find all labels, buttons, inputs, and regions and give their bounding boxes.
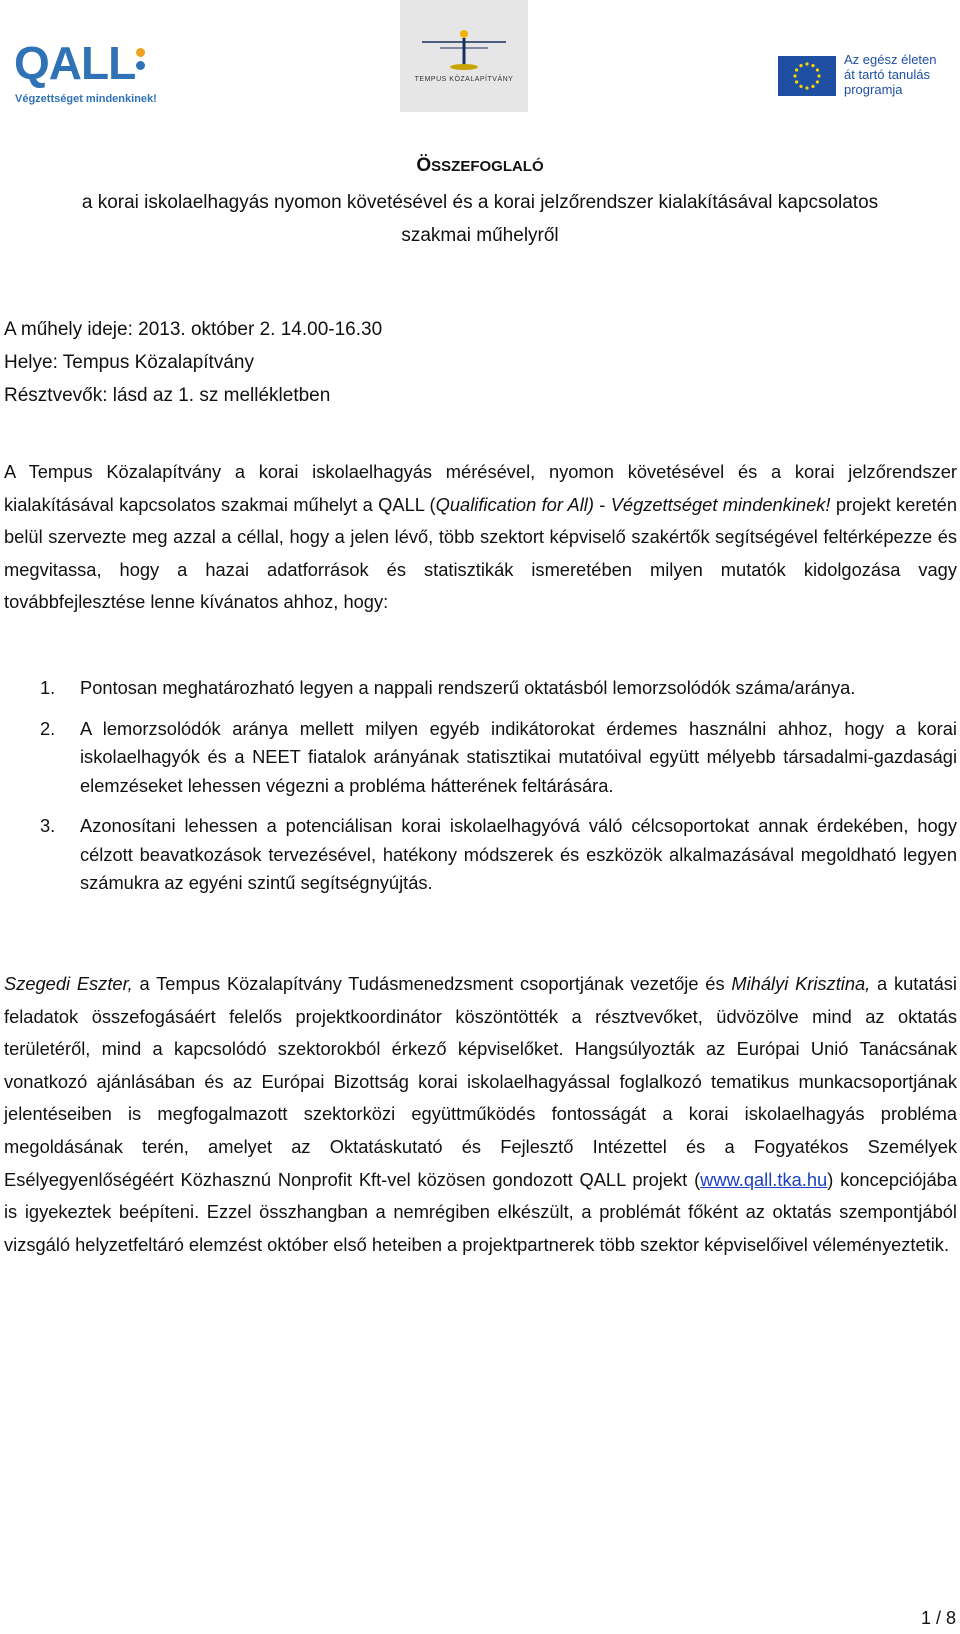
workshop-time: A műhely ideje: 2013. október 2. 14.00-16.30 (4, 319, 383, 340)
goals-list (40, 674, 957, 910)
qall-logo-wordmark: QALL (14, 37, 136, 89)
tempus-scale-icon (400, 0, 528, 80)
eu-logo-text: Az egész életen át tartó tanulás programja (844, 52, 937, 97)
tempus-logo (400, 0, 528, 112)
qall-website-link[interactable]: www.qall.tka.hu (700, 1168, 828, 1190)
tempus-logo-text: TEMPUS KÖZALAPÍTVÁNY (414, 76, 514, 83)
eu-flag-icon (778, 56, 836, 96)
page-number: 1 / 8 (920, 1608, 956, 1628)
workshop-place: Helye: Tempus Közalapítvány (4, 352, 254, 373)
document-title: ÖSSZEFOGLALÓ (416, 155, 544, 176)
qall-logo (14, 37, 164, 110)
eu-lifelong-learning-logo (778, 52, 960, 102)
document-subtitle: a korai iskolaelhagyás nyomon követésével és a korai jelzőrendszer kialakításával kapcsolatos szakmai műhelyről (81, 192, 879, 246)
qall-logo-dots-icon (136, 48, 150, 78)
workshop-participants: Résztvevők: lásd az 1. sz mellékletben (4, 385, 331, 406)
welcome-paragraph: Szegedi Eszter, a Tempus Közalapítvány Tudásmenedzsment csoportjának vezetője és Mihályi Krisztina, a kutatási feladatok összefogásáért felelős projektkoordinátor köszöntötték a résztvevőket, üdvözölve mind az oktatás területéről, mind a kapcsolódó szektorokból érkező képviselőket. Hangsúlyozták az Európai Unió Tanácsának vonatkozó ajánlásában és az Európai Bizottság korai iskolaelhagyással foglalkozó tematikus munkacsoportjának jelentéseiben is megfogalmazott szektorközi együttműködés fontosságát a korai iskolaelhagyás probléma megoldásának terén, amelyet az Oktatáskutató és Fejlesztő Intézettel és a Fogyatékos Személyek Esélyegyenlőségéért Közhasznú Nonprofit Kft-vel közösen gondozott QALL projekt (www.qall.tka.hu) koncepciójába is igyekeztek beépíteni. Ezzel összhangban a nemrégiben elkészült, a problémát főként az oktatás szempontjából vizsgáló helyzetfeltáró elemzést október első heteiben a projektpartnerek több szektor képviselőivel véleményeztetik. (4, 973, 957, 1255)
page-header (0, 0, 960, 112)
workshop-meta (4, 313, 382, 412)
list-item: 2. A lemorzsolódók aránya mellett milyen egyéb indikátorokat érdemes használni ahhoz, hogy a korai iskolaelhagyók és a NEET fiatalok arányának statisztikai mutatóival együtt mélyebb társadalmi-gazdasági elemzéseket lehessen végezni a probléma hátterének feltárására. (40, 717, 957, 796)
list-item: 1. Pontosan meghatározható legyen a nappali rendszerű oktatásból lemorzsolódók száma/aránya. (40, 677, 856, 698)
intro-paragraph: A Tempus Közalapítvány a korai iskolaelhagyás mérésével, nyomon követésével és a korai jelzőrendszer kialakításával kapcsolatos szakmai műhelyt a QALL (Qualification for All) - Végzettséget mindenkinek! projekt keretén belül szervezte meg azzal a céllal, hogy a jelen lévő, több szektort képviselő szakértők segítségével feltérképezze és megvitassa, hogy a hazai adatforrások és statisztikák ismeretében milyen mutatók kidolgozása vagy továbbfejlesztése lenne kívánatos ahhoz, hogy: (4, 461, 957, 613)
qall-logo-tagline: Végzettséget mindenkinek! (15, 93, 157, 105)
list-item: 3. Azonosítani lehessen a potenciálisan korai iskolaelhagyóvá váló célcsoportokat annak érdekében, hogy célzott beavatkozások tervezésével, hatékony módszerek és eszközök alkalmazásával megoldható legyen számukra az egyéni szintű segítségnyújtás. (40, 815, 957, 893)
